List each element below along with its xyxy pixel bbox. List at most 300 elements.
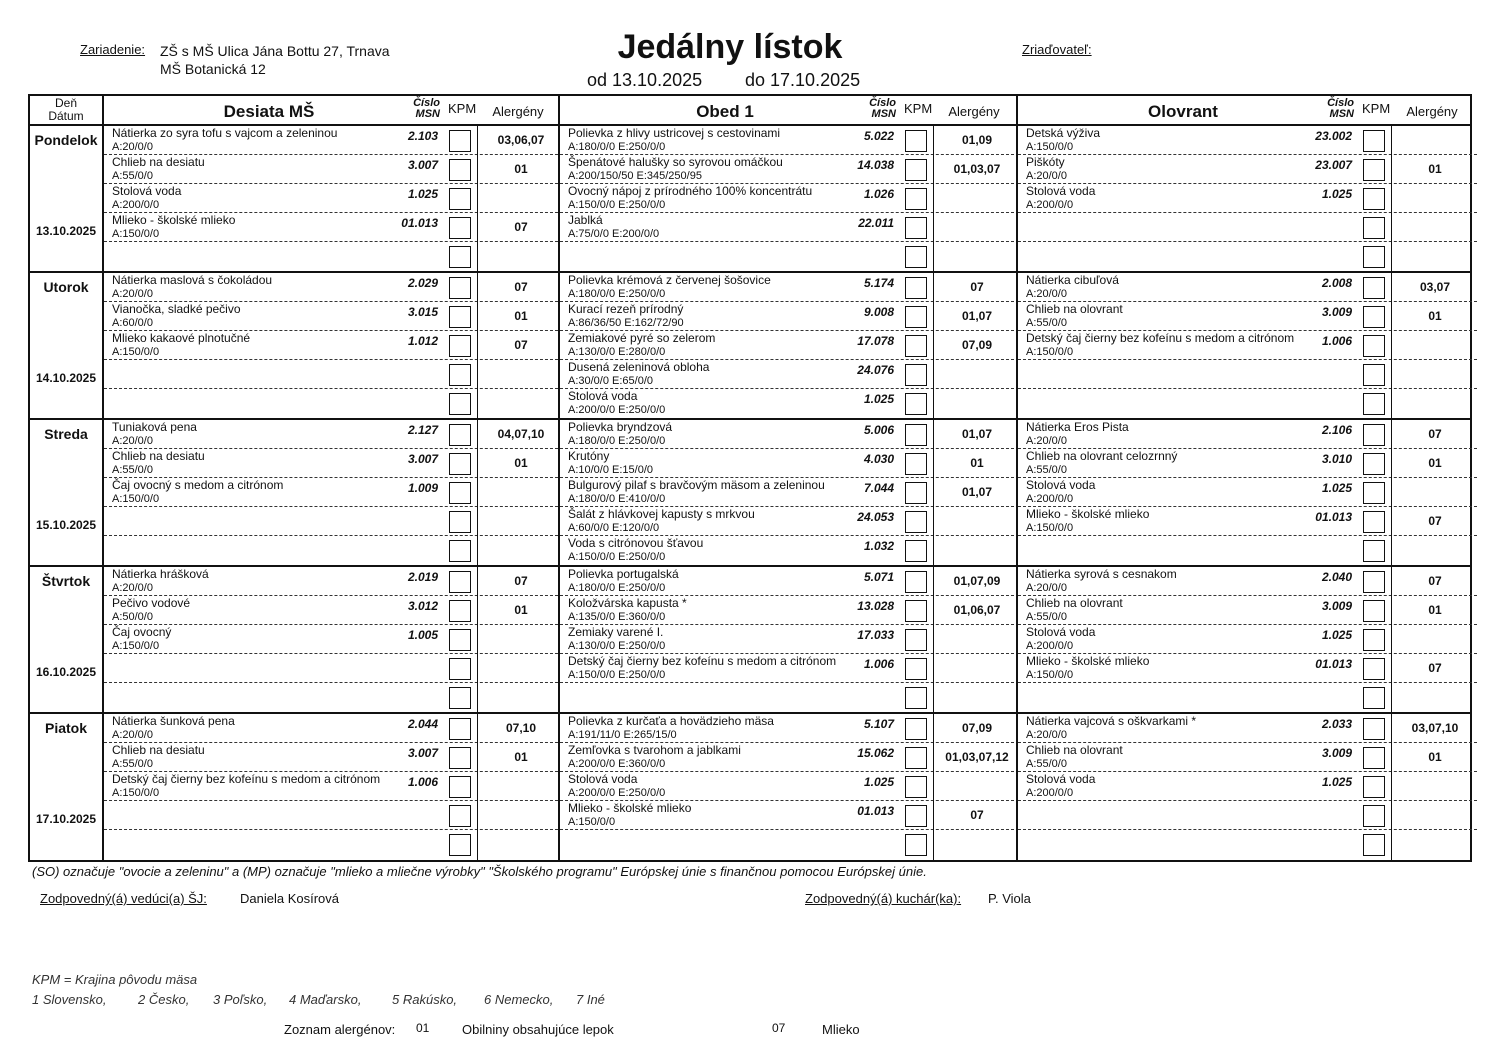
dish-code: 1.025 — [1321, 481, 1352, 495]
dish-portion: A:30/0/0 E:65/0/0 — [568, 375, 654, 387]
dish-name: Chlieb na desiatu — [112, 155, 205, 169]
dish-code: 9.008 — [863, 305, 894, 319]
snack-menu-row — [104, 126, 563, 155]
dish-name: Mlieko - školské mlieko — [1026, 654, 1150, 668]
date-to: do 17.10.2025 — [745, 70, 861, 90]
snack-menu-row — [104, 331, 563, 360]
lunch-menu-row — [560, 302, 1019, 331]
manager-label: Zodpovedný(á) vedúci(a) ŠJ: — [40, 891, 207, 906]
dish-name: Jablká — [568, 213, 603, 227]
dish-name: Chlieb na olovrant — [1026, 302, 1123, 316]
afternoon-menu-row — [1018, 714, 1477, 743]
allergen-name: Obilniny obsahujúce lepok — [462, 1022, 614, 1037]
dish-name: Nátierka šunková pena — [112, 714, 235, 728]
dish-code: 1.025 — [1321, 628, 1352, 642]
dish-name: Polievka krémová z červenej šošovice — [568, 273, 771, 287]
dish-portion: A:180/0/0 E:250/0/0 — [568, 582, 666, 594]
lunch-menu-row — [560, 273, 1019, 302]
day-name: Pondelok — [34, 132, 98, 148]
lunch-menu-row — [560, 714, 1019, 743]
kpm-checkbox — [905, 482, 927, 504]
dish-name: Polievka z kurčaťa a hovädzieho mäsa — [568, 714, 774, 728]
dish-name: Nátierka zo syra tofu s vajcom a zeleninou — [112, 126, 338, 140]
dish-code: 1.006 — [1321, 334, 1352, 348]
lunch-menu-row — [560, 801, 1019, 830]
snack-menu-row — [104, 360, 563, 389]
afternoon-allergen-header: Alergény — [1406, 104, 1458, 119]
lunch-kpm-header: KPM — [904, 101, 933, 116]
day-date: 14.10.2025 — [35, 371, 97, 385]
kpm-checkbox — [905, 217, 927, 239]
dish-allergens: 07 — [1428, 427, 1442, 441]
dish-allergens: 07,09 — [961, 338, 993, 352]
dish-portion: A:150/0/0 — [1026, 522, 1074, 534]
kpm-checkbox — [905, 159, 927, 181]
kpm-checkbox — [1363, 130, 1385, 152]
dish-code: 01.013 — [1315, 657, 1352, 671]
kpm-checkbox — [449, 747, 471, 769]
kpm-checkbox — [1363, 453, 1385, 475]
dish-name: Koložvárska kapusta * — [568, 596, 687, 610]
school-program-note: (SO) označuje "ovocie a zeleninu" a (MP) označuje "mlieko a mliečne výrobky" "Školského programu" Európskej únie s finančnou pomocou Európskej únie. — [32, 864, 927, 879]
dish-portion: A:200/0/0 E:360/0/0 — [568, 758, 666, 770]
afternoon-code-header — [1314, 98, 1354, 120]
dish-code: 01.013 — [1315, 510, 1352, 524]
allergen-code: 01 — [416, 1021, 430, 1035]
dish-portion: A:60/0/0 E:120/0/0 — [568, 522, 660, 534]
snack-menu-row — [104, 184, 563, 213]
kpm-checkbox — [449, 511, 471, 533]
kpm-checkbox — [1363, 747, 1385, 769]
snack-menu-row — [104, 830, 563, 859]
dish-name: Čaj ovocný — [112, 625, 172, 639]
lunch-menu-row — [560, 155, 1019, 184]
kpm-checkbox — [449, 393, 471, 415]
day-block — [30, 420, 1470, 567]
dish-allergens: 07,09 — [961, 721, 993, 735]
dish-allergens: 07 — [1428, 661, 1442, 675]
dish-code: 3.010 — [1321, 452, 1352, 466]
lunch-menu-row — [560, 331, 1019, 360]
dish-portion: A:60/0/0 — [112, 317, 153, 329]
dish-name: Špenátové halušky so syrovou omáčkou — [568, 155, 783, 169]
dish-code: 3.007 — [407, 452, 438, 466]
lunch-menu-row — [560, 567, 1019, 596]
dish-name: Dusená zeleninová obloha — [568, 360, 710, 374]
dish-portion: A:20/0/0 — [112, 729, 153, 741]
dish-allergens: 01,03,07,12 — [945, 750, 1009, 764]
lunch-menu-row — [560, 654, 1019, 683]
afternoon-menu-row — [1018, 302, 1477, 331]
dish-allergens: 07 — [514, 280, 528, 294]
dish-name: Polievka z hlivy ustricovej s cestovinami — [568, 126, 781, 140]
dish-name: Chlieb na desiatu — [112, 449, 205, 463]
dish-name: Detský čaj čierny bez kofeínu s medom a citrónom — [568, 654, 837, 668]
kpm-checkbox — [449, 600, 471, 622]
dish-name: Chlieb na olovrant celozrnný — [1026, 449, 1178, 463]
dish-code: 1.012 — [407, 334, 438, 348]
afternoon-menu-row — [1018, 331, 1477, 360]
dish-portion: A:150/0/0 E:250/0/0 — [568, 199, 666, 211]
dish-portion: A:130/0/0 E:280/0/0 — [568, 346, 666, 358]
afternoon-menu-row — [1018, 507, 1477, 536]
dish-allergens: 01 — [1428, 162, 1442, 176]
dish-code: 01.013 — [857, 804, 894, 818]
snack-menu-row — [104, 273, 563, 302]
dish-portion: A:150/0/0 — [112, 640, 160, 652]
kpm-checkbox — [1363, 718, 1385, 740]
dish-allergens: 01,07 — [961, 427, 993, 441]
dish-code: 17.033 — [857, 628, 894, 642]
code-header-bottom: MSN — [415, 108, 440, 120]
lunch-menu-row — [560, 683, 1019, 712]
dish-allergens: 01,07 — [961, 309, 993, 323]
kpm-checkbox — [449, 453, 471, 475]
kpm-checkbox — [1363, 687, 1385, 709]
dish-name: Nátierka syrová s cesnakom — [1026, 567, 1177, 581]
page-title: Jedálny lístok — [617, 28, 843, 66]
kpm-checkbox — [905, 718, 927, 740]
dish-portion: A:150/0/0 — [112, 787, 160, 799]
kpm-note: KPM = Krajina pôvodu mäsa — [32, 972, 198, 987]
dish-portion: A:20/0/0 — [1026, 288, 1067, 300]
dish-name: Nátierka hrášková — [112, 567, 209, 581]
kpm-checkbox — [449, 188, 471, 210]
dish-allergens: 01,07 — [961, 485, 993, 499]
lunch-menu-row — [560, 743, 1019, 772]
kpm-checkbox — [905, 364, 927, 386]
kpm-checkbox — [905, 600, 927, 622]
lunch-menu-row — [560, 360, 1019, 389]
dish-name: Stolová voda — [112, 184, 182, 198]
dish-code: 3.009 — [1321, 599, 1352, 613]
afternoon-menu-row — [1018, 536, 1477, 565]
dish-allergens: 01,09 — [961, 133, 993, 147]
dish-allergens: 07 — [514, 220, 528, 234]
kpm-checkbox — [449, 834, 471, 856]
kpm-checkbox — [1363, 277, 1385, 299]
dish-code: 1.026 — [863, 187, 894, 201]
dish-portion: A:20/0/0 — [112, 582, 153, 594]
dish-portion: A:150/0/0 — [1026, 346, 1074, 358]
snack-header: Desiata MŠ — [223, 102, 315, 121]
lunch-code-header — [856, 98, 896, 120]
day-date-header — [30, 97, 102, 123]
lunch-menu-row — [560, 126, 1019, 155]
lunch-menu-row — [560, 507, 1019, 536]
kpm-checkbox — [905, 658, 927, 680]
cook-name: P. Viola — [988, 891, 1031, 906]
kpm-checkbox — [1363, 335, 1385, 357]
lunch-menu-row — [560, 478, 1019, 507]
kpm-checkbox — [1363, 424, 1385, 446]
divider — [1391, 126, 1392, 860]
lunch-menu-row — [560, 184, 1019, 213]
afternoon-menu-row — [1018, 683, 1477, 712]
dish-portion: A:20/0/0 — [112, 288, 153, 300]
snack-menu-row — [104, 449, 563, 478]
snack-menu-row — [104, 596, 563, 625]
afternoon-header: Olovrant — [1148, 102, 1218, 121]
snack-menu-row — [104, 801, 563, 830]
dish-portion: A:20/0/0 — [112, 141, 153, 153]
dish-portion: A:20/0/0 — [1026, 729, 1067, 741]
day-date: 17.10.2025 — [35, 812, 97, 826]
afternoon-menu-row — [1018, 772, 1477, 801]
dish-name: Mlieko kakaové plnotučné — [112, 331, 251, 345]
dish-portion: A:50/0/0 — [112, 611, 153, 623]
dish-name: Pečivo vodové — [112, 596, 191, 610]
dish-code: 2.019 — [407, 570, 438, 584]
dish-allergens: 01,07,09 — [953, 574, 1001, 588]
dish-allergens: 07 — [514, 338, 528, 352]
dish-portion: A:130/0/0 E:250/0/0 — [568, 640, 666, 652]
dish-portion: A:200/0/0 — [1026, 640, 1074, 652]
dish-allergens: 04,07,10 — [497, 427, 545, 441]
divider — [933, 126, 934, 860]
kpm-checkbox — [1363, 159, 1385, 181]
kpm-checkbox — [1363, 482, 1385, 504]
dish-code: 24.076 — [857, 363, 894, 377]
dish-code: 01.013 — [401, 216, 438, 230]
dish-code: 2.103 — [407, 129, 438, 143]
dish-code: 3.015 — [407, 305, 438, 319]
dish-portion: A:200/150/50 E:345/250/95 — [568, 170, 702, 182]
dish-code: 13.028 — [857, 599, 894, 613]
allergen-list-label: Zoznam alergénov: — [284, 1022, 396, 1037]
kpm-checkbox — [449, 364, 471, 386]
dish-name: Vianočka, sladké pečivo — [112, 302, 241, 316]
kpm-checkbox — [1363, 306, 1385, 328]
kpm-checkbox — [449, 629, 471, 651]
dish-allergens: 01 — [514, 456, 528, 470]
kpm-checkbox — [1363, 834, 1385, 856]
dish-allergens: 01 — [514, 750, 528, 764]
snack-menu-row — [104, 743, 563, 772]
afternoon-menu-row — [1018, 213, 1477, 242]
kpm-checkbox — [1363, 364, 1385, 386]
dish-portion: A:55/0/0 — [1026, 464, 1067, 476]
dish-allergens: 01,06,07 — [953, 603, 1001, 617]
dish-name: Detský čaj čierny bez kofeínu s medom a citrónom — [112, 772, 381, 786]
dish-portion: A:200/0/0 — [1026, 787, 1074, 799]
snack-menu-row — [104, 213, 563, 242]
cook-label: Zodpovedný(á) kuchár(ka): — [805, 891, 962, 906]
kpm-checkbox — [1363, 511, 1385, 533]
kpm-checkbox — [905, 687, 927, 709]
kpm-checkbox — [905, 424, 927, 446]
dish-name: Krutóny — [568, 449, 610, 463]
dish-allergens: 07 — [1428, 514, 1442, 528]
lunch-menu-row — [560, 449, 1019, 478]
dish-name: Piškóty — [1026, 155, 1065, 169]
kpm-checkbox — [449, 217, 471, 239]
kpm-checkbox — [449, 277, 471, 299]
day-name: Štvrtok — [41, 573, 91, 589]
dish-portion: A:150/0/0 E:250/0/0 — [568, 669, 666, 681]
snack-menu-row — [104, 155, 563, 184]
dish-name: Detský čaj čierny bez kofeínu s medom a citrónom — [1026, 331, 1295, 345]
kpm-checkbox — [905, 511, 927, 533]
dish-code: 23.002 — [1315, 129, 1352, 143]
dish-portion: A:55/0/0 — [112, 758, 153, 770]
menu-table — [28, 94, 1472, 862]
snack-menu-row — [104, 567, 563, 596]
dish-portion: A:150/0/0 E:250/0/0 — [568, 551, 666, 563]
dish-allergens: 01 — [514, 162, 528, 176]
facility-name: ZŠ s MŠ Ulica Jána Bottu 27, Trnava — [160, 43, 390, 59]
dish-name: Detská výživa — [1026, 126, 1101, 140]
snack-menu-row — [104, 654, 563, 683]
snack-menu-row — [104, 389, 563, 418]
kpm-checkbox — [449, 424, 471, 446]
dish-name: Stolová voda — [1026, 772, 1096, 786]
day-date: 16.10.2025 — [35, 665, 97, 679]
dish-name: Stolová voda — [568, 772, 638, 786]
dish-code: 1.025 — [407, 187, 438, 201]
kpm-checkbox — [1363, 629, 1385, 651]
dish-code: 3.009 — [1321, 746, 1352, 760]
kpm-checkbox — [449, 718, 471, 740]
dish-portion: A:75/0/0 E:200/0/0 — [568, 228, 660, 240]
dish-code: 1.025 — [863, 392, 894, 406]
code-header-bottom: MSN — [871, 108, 896, 120]
dish-allergens: 07 — [514, 574, 528, 588]
dish-code: 2.127 — [407, 423, 438, 437]
code-header-bottom: MSN — [1329, 108, 1354, 120]
dish-name: Ovocný nápoj z prírodného 100% koncentrátu — [568, 184, 813, 198]
kpm-checkbox — [905, 629, 927, 651]
facility-label: Zariadenie: — [80, 42, 146, 57]
dish-portion: A:55/0/0 — [1026, 611, 1067, 623]
kpm-checkbox — [905, 188, 927, 210]
kpm-checkbox — [905, 306, 927, 328]
dish-allergens: 01,03,07 — [953, 162, 1001, 176]
dish-code: 1.009 — [407, 481, 438, 495]
dish-name: Zemľovka s tvarohom a jablkami — [568, 743, 741, 757]
dish-code: 23.007 — [1315, 158, 1352, 172]
dish-code: 1.025 — [863, 775, 894, 789]
dish-code: 3.009 — [1321, 305, 1352, 319]
dish-code: 2.044 — [407, 717, 438, 731]
kpm-checkbox — [449, 658, 471, 680]
kpm-checkbox — [905, 335, 927, 357]
afternoon-menu-row — [1018, 389, 1477, 418]
allergen-code: 07 — [772, 1021, 786, 1035]
dish-portion: A:180/0/0 E:250/0/0 — [568, 141, 666, 153]
dish-portion: A:150/0/0 — [112, 346, 160, 358]
dish-allergens: 01 — [1428, 456, 1442, 470]
kpm-checkbox — [449, 246, 471, 268]
kpm-checkbox — [905, 834, 927, 856]
day-block — [30, 126, 1470, 273]
day-block — [30, 567, 1470, 714]
lunch-menu-row — [560, 830, 1019, 859]
lunch-menu-row — [560, 596, 1019, 625]
table-header — [30, 96, 1470, 126]
dish-portion: A:180/0/0 E:250/0/0 — [568, 288, 666, 300]
dish-name: Chlieb na olovrant — [1026, 743, 1123, 757]
dish-name: Kurací rezeň prírodný — [568, 302, 684, 316]
afternoon-menu-row — [1018, 654, 1477, 683]
code-header-top: Číslo — [1327, 97, 1354, 109]
country-3: 3 Poľsko, — [213, 992, 268, 1007]
dish-portion: A:55/0/0 — [1026, 758, 1067, 770]
kpm-checkbox — [905, 571, 927, 593]
day-date: 13.10.2025 — [35, 224, 97, 238]
dish-code: 3.007 — [407, 746, 438, 760]
dish-allergens: 01 — [1428, 603, 1442, 617]
day-name: Utorok — [43, 279, 89, 295]
dish-portion: A:200/0/0 — [112, 199, 160, 211]
dish-portion: A:10/0/0 E:15/0/0 — [568, 464, 654, 476]
dish-portion: A:200/0/0 E:250/0/0 — [568, 404, 666, 416]
divider — [102, 96, 104, 860]
kpm-checkbox — [905, 393, 927, 415]
day-block — [30, 714, 1470, 861]
kpm-checkbox — [1363, 393, 1385, 415]
dish-name: Mlieko - školské mlieko — [1026, 507, 1150, 521]
dish-code: 24.053 — [857, 510, 894, 524]
dish-code: 5.107 — [863, 717, 894, 731]
dish-code: 1.006 — [863, 657, 894, 671]
afternoon-menu-row — [1018, 242, 1477, 271]
divider — [477, 126, 478, 860]
kpm-checkbox — [905, 277, 927, 299]
afternoon-menu-row — [1018, 625, 1477, 654]
dish-portion: A:200/0/0 — [1026, 199, 1074, 211]
kpm-checkbox — [1363, 776, 1385, 798]
country-2: 2 Česko, — [138, 992, 190, 1007]
country-1: 1 Slovensko, — [32, 992, 107, 1007]
dish-name: Nátierka maslová s čokoládou — [112, 273, 273, 287]
dish-code: 3.012 — [407, 599, 438, 613]
dish-name: Stolová voda — [1026, 184, 1096, 198]
dish-allergens: 07 — [1428, 574, 1442, 588]
dish-code: 5.174 — [863, 276, 894, 290]
lunch-menu-row — [560, 389, 1019, 418]
kpm-checkbox — [1363, 246, 1385, 268]
kpm-checkbox — [449, 306, 471, 328]
lunch-header: Obed 1 — [696, 102, 754, 121]
afternoon-menu-row — [1018, 596, 1477, 625]
dish-name: Stolová voda — [568, 389, 638, 403]
dish-name: Mlieko - školské mlieko — [568, 801, 692, 815]
dish-code: 14.038 — [857, 158, 894, 172]
dish-allergens: 01 — [970, 456, 984, 470]
kpm-checkbox — [1363, 188, 1385, 210]
date-from: od 13.10.2025 — [587, 70, 703, 90]
kpm-checkbox — [449, 540, 471, 562]
dish-portion: A:20/0/0 — [1026, 582, 1067, 594]
lunch-allergen-header: Alergény — [948, 104, 1000, 119]
dish-code: 7.044 — [863, 481, 894, 495]
snack-menu-row — [104, 507, 563, 536]
dish-name: Polievka bryndzová — [568, 420, 673, 434]
dish-code: 5.006 — [863, 423, 894, 437]
dish-code: 1.025 — [1321, 775, 1352, 789]
kpm-checkbox — [449, 805, 471, 827]
dish-name: Čaj ovocný s medom a citrónom — [112, 478, 284, 492]
lunch-menu-row — [560, 242, 1019, 271]
kpm-checkbox — [1363, 600, 1385, 622]
dish-portion: A:150/0/0 — [112, 493, 160, 505]
lunch-menu-row — [560, 420, 1019, 449]
dish-portion: A:150/0/0 — [112, 228, 160, 240]
kpm-checkbox — [449, 687, 471, 709]
dish-allergens: 03,07 — [1419, 280, 1451, 294]
dish-allergens: 01 — [514, 603, 528, 617]
